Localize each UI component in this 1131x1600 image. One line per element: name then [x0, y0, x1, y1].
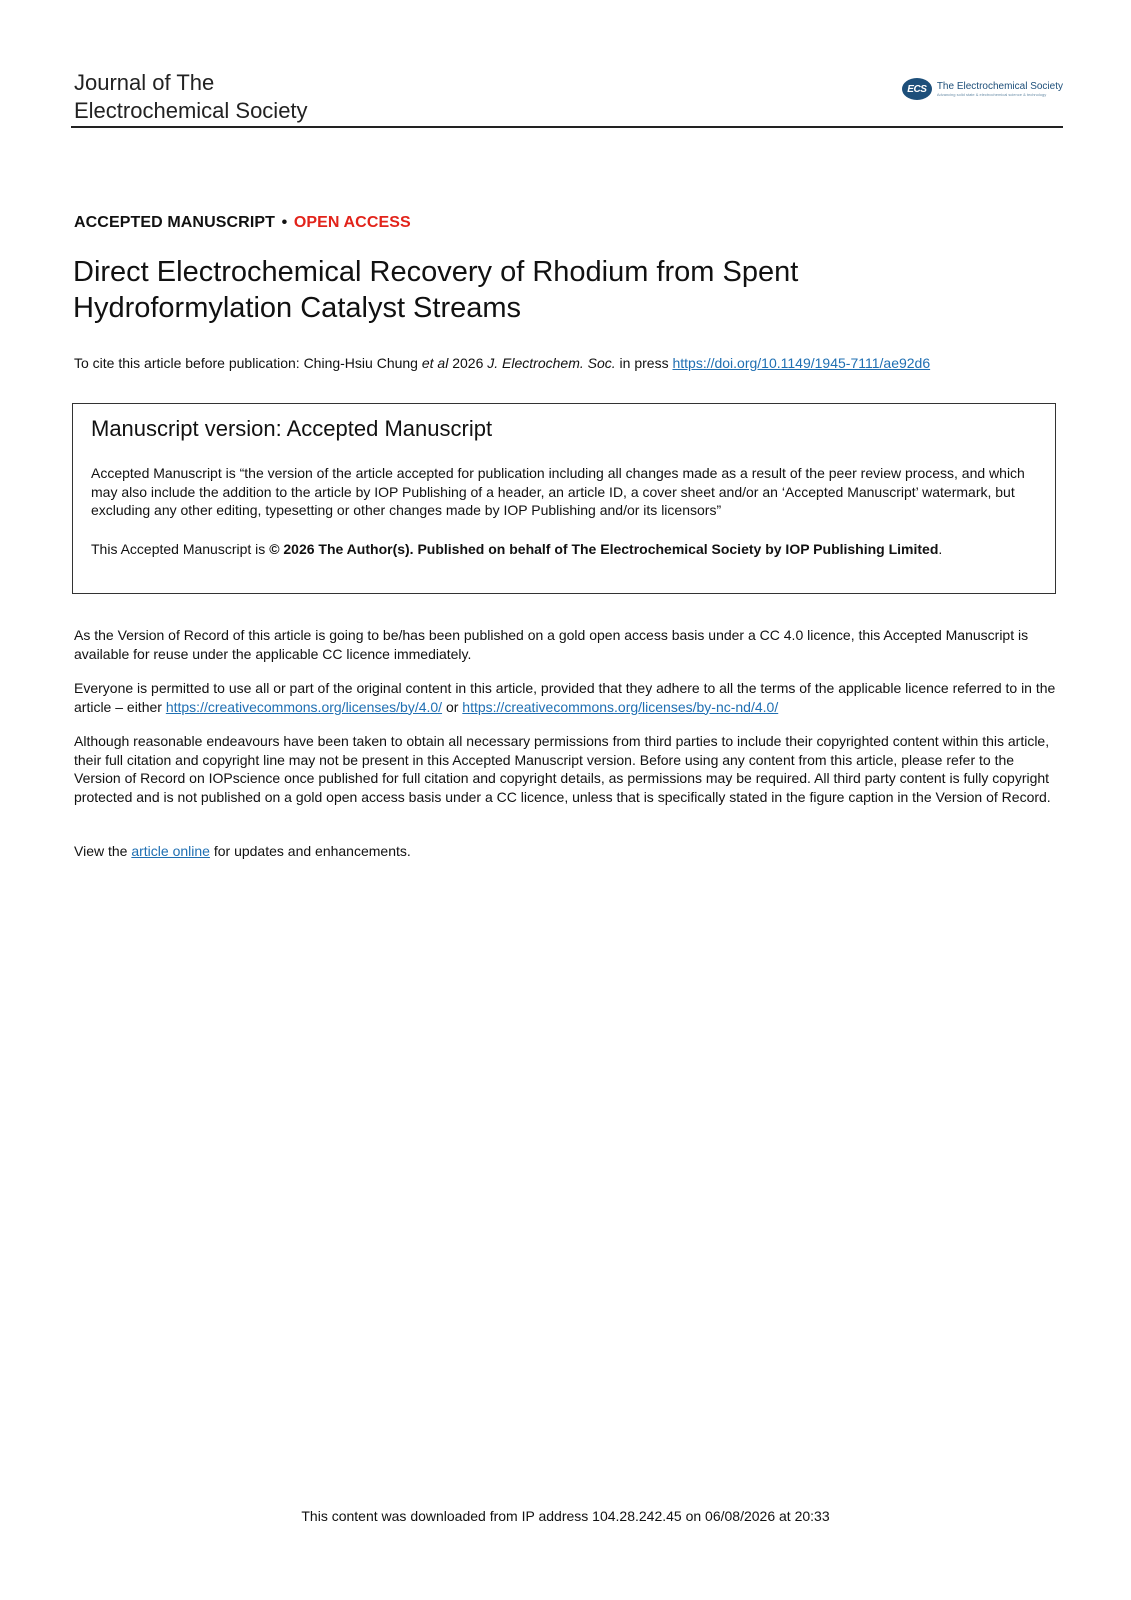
journal-name — [74, 69, 308, 125]
article-title — [73, 254, 973, 326]
ecs-badge-icon: ECS — [902, 78, 932, 100]
download-footer: This content was downloaded from IP address 104.28.242.45 on 06/08/2026 at 20:33 — [301, 1508, 830, 1524]
view-prefix: View the — [74, 843, 132, 859]
copyright-prefix: This Accepted Manuscript is — [91, 541, 270, 557]
licence-paragraph — [74, 679, 1064, 716]
doi-link[interactable]: https://doi.org/10.1149/1945-7111/ae92d6 — [672, 355, 931, 371]
journal-name-line2: Electrochemical Society — [74, 98, 308, 123]
copyright-statement — [91, 540, 1041, 558]
article-title-line1: Direct Electrochemical Recovery of Rhodium from Spent — [73, 256, 799, 288]
journal-header — [71, 66, 1063, 128]
citation-et-al: et al — [421, 355, 449, 371]
copyright-suffix: . — [938, 541, 943, 557]
view-online-paragraph — [74, 842, 1064, 861]
licence-or: or — [442, 698, 463, 715]
third-party-content-paragraph: Although reasonable endeavours have been taken to obtain all necessary permissions from third parties to include their copyrighted content within this article, their full citation and copyright line may not be present in this Accepted Manuscript version. Before using any content from this article, please refer to the Version of Record on IOPscience once published for full citation and copyright details, as permissions may be required. All third party content is fully copyright protected and is not published on a gold open access basis under a CC licence, unless that is specifically stated in the figure caption in the Version of Record. — [74, 733, 1051, 805]
ecs-logo-text — [937, 81, 1063, 98]
article-title-line2: Hydroformylation Catalyst Streams — [73, 292, 522, 324]
citation-line — [74, 354, 930, 372]
ecs-logo-tagline: Advancing solid state & electrochemical science & technology — [936, 91, 1047, 97]
cc-by-link[interactable]: https://creativecommons.org/licenses/by/4.0/ — [165, 698, 443, 715]
manuscript-version-heading: Manuscript version: Accepted Manuscript — [91, 416, 493, 441]
manuscript-version-box — [72, 403, 1056, 594]
ecs-logo-name: The Electrochemical Society — [936, 80, 1063, 92]
status-separator: • — [281, 214, 288, 231]
accepted-manuscript-label: ACCEPTED MANUSCRIPT — [74, 214, 276, 231]
ecs-logo[interactable] — [902, 78, 1063, 100]
view-suffix: for updates and enhancements. — [209, 843, 411, 859]
citation-prefix: To cite this article before publication: Ching-Hsiu Chung — [74, 355, 422, 371]
manuscript-status — [74, 214, 411, 232]
citation-in-press: in press — [615, 355, 673, 371]
licence-text: Everyone is permitted to use all or part of the original content in this article, provided that they adhere to all the terms of the applicable licence referred to in the article – either — [74, 680, 1056, 715]
open-access-label: OPEN ACCESS — [293, 214, 411, 231]
open-access-paragraph: As the Version of Record of this article is going to be/has been published on a gold open access basis under a CC 4.0 licence, this Accepted Manuscript is available for reuse under the applicable CC licence immediately. — [74, 627, 1029, 662]
cc-by-nc-nd-link[interactable]: https://creativecommons.org/licenses/by-nc-nd/4.0/ — [462, 698, 779, 715]
citation-year: 2026 — [448, 355, 488, 371]
citation-journal: J. Electrochem. Soc. — [487, 355, 616, 371]
journal-name-line1: Journal of The — [74, 70, 215, 95]
copyright-holder: © 2026 The Author(s). Published on behalf of The Electrochemical Society by IOP Publishing Limited — [269, 541, 939, 557]
accepted-manuscript-definition: Accepted Manuscript is “the version of the article accepted for publication including all changes made as a result of the peer review process, and which may also include the addition to the article by IOP Publishing of a header, an article ID, a cover sheet and/or an ‘Accepted Manuscript’ watermark, but excluding any other editing, typesetting or other changes made by IOP Publishing and/or its licensors” — [91, 465, 1025, 518]
article-online-link[interactable]: article online — [131, 843, 210, 859]
